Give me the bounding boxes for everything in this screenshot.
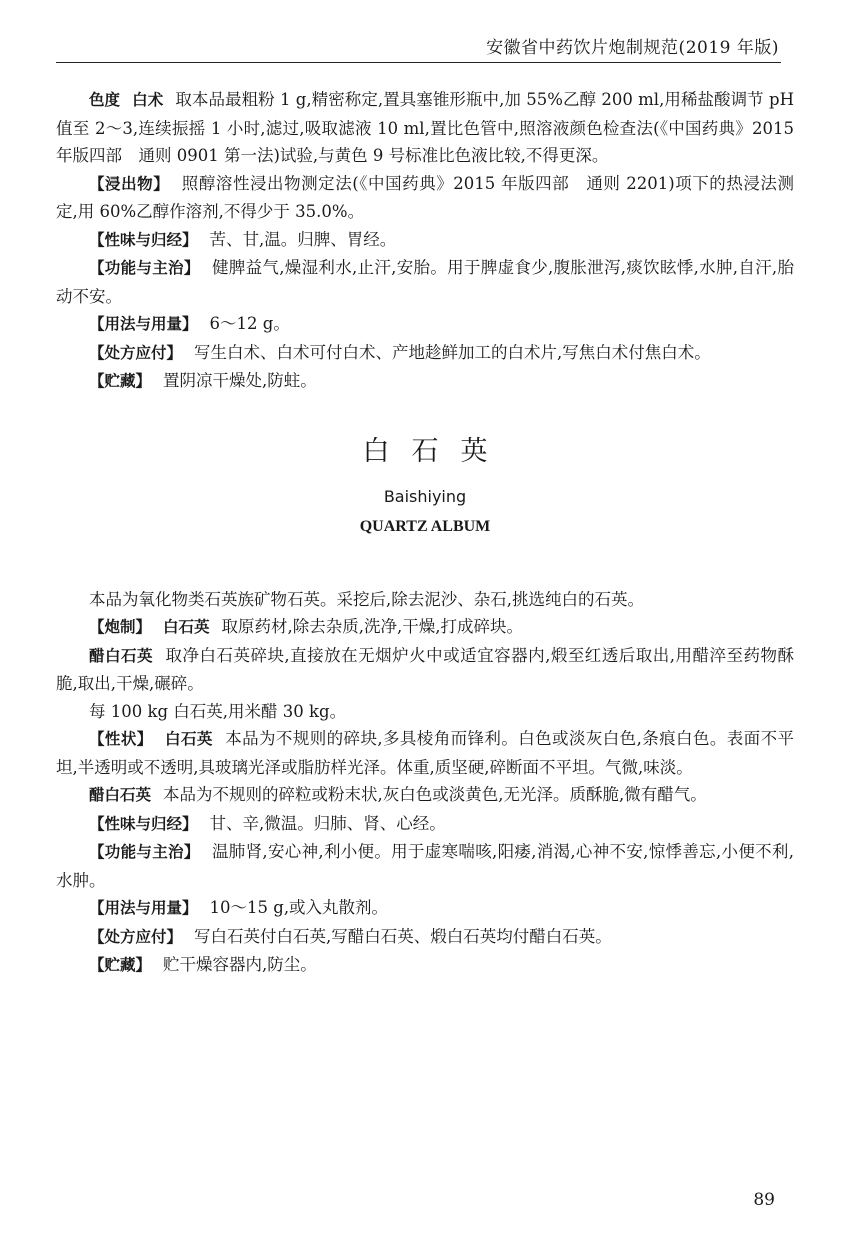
entry-pinyin: Baishiying	[383, 486, 467, 506]
nature2-label: 【性味与归经】	[89, 814, 198, 833]
entry-title: 白石英	[362, 435, 510, 467]
processing-sub-label: 白石英	[163, 618, 210, 636]
character2-text: 本品为不规则的碎粒或粉末状,灰白色或淡黄色,无光泽。质酥脆,微有醋气。	[163, 785, 707, 804]
storage2-paragraph	[56, 951, 794, 980]
storage2-label: 【贮藏】	[89, 956, 152, 974]
prescription2-label: 【处方应付】	[89, 927, 183, 946]
function2-paragraph	[56, 838, 794, 894]
usage-paragraph	[56, 310, 794, 339]
character2-paragraph	[56, 781, 794, 810]
function-paragraph	[56, 254, 794, 310]
function2-label: 【功能与主治】	[89, 843, 200, 861]
color-paragraph	[56, 86, 794, 170]
color-text: 取本品最粗粉 1 g,精密称定,置具塞锥形瓶中,加 55%乙醇 200 ml,用稀盐酸调节 pH 值至 2～3,连续振摇 1 小时,滤过,吸取滤液 10 ml,置比色管中,照溶液颜色检查法(《中国药典》2015 年版四部 通则 0901 第一法)试验,与黄色 9 号标准比色液比较,不得更深。	[56, 90, 794, 165]
entry-latin-name: QUARTZ ALBUM	[359, 517, 491, 535]
function-label: 【功能与主治】	[89, 259, 200, 277]
storage-paragraph	[56, 367, 794, 396]
prescription-label: 【处方应付】	[89, 343, 183, 362]
extract-paragraph	[56, 170, 794, 226]
nature-label: 【性味与归经】	[89, 230, 198, 249]
page-number: 89	[753, 1190, 775, 1210]
extract-label: 【浸出物】	[89, 174, 170, 193]
entry-body	[56, 586, 794, 980]
nature2-paragraph	[56, 810, 794, 839]
running-header	[56, 28, 781, 63]
color-sub-label: 白术	[132, 91, 164, 109]
processing-paragraph	[56, 613, 794, 642]
storage-label: 【贮藏】	[89, 372, 152, 390]
character-paragraph	[56, 725, 794, 781]
storage-text: 置阴凉干燥处,防蛀。	[163, 371, 317, 390]
character-sub-label: 白石英	[164, 730, 213, 748]
storage2-text: 贮干燥容器内,防尘。	[163, 955, 317, 974]
prescription-paragraph	[56, 339, 794, 368]
entry-title-block	[56, 434, 794, 538]
function-text: 健脾益气,燥湿利水,止汗,安胎。用于脾虚食少,腹胀泄泻,痰饮眩悸,水肿,自汗,胎动不安。	[56, 258, 794, 306]
nature-paragraph	[56, 226, 794, 255]
processing-label: 【炮制】	[89, 618, 152, 636]
book-title: 安徽省中药饮片炮制规范(2019 年版)	[486, 38, 779, 58]
prescription-text: 写生白术、白术可付白术、产地趁鲜加工的白术片,写焦白术付焦白术。	[194, 342, 711, 362]
prescription2-text: 写白石英付白石英,写醋白石英、煅白石英均付醋白石英。	[194, 926, 612, 946]
prescription2-paragraph	[56, 923, 794, 952]
vinegar-sub-label: 醋白石英	[89, 646, 153, 665]
vinegar-processing-paragraph	[56, 642, 794, 698]
nature-text: 苦、甘,温。归脾、胃经。	[209, 229, 397, 249]
character2-sub-label: 醋白石英	[89, 786, 152, 804]
extract-text: 照醇溶性浸出物测定法(《中国药典》2015 年版四部 通则 2201)项下的热浸法测定,用 60%乙醇作溶剂,不得少于 35.0%。	[56, 173, 794, 221]
ratio-paragraph: 每 100 kg 白石英,用米醋 30 kg。	[89, 701, 347, 721]
character-text: 本品为不规则的碎块,多具棱角而锋利。白色或淡灰白色,条痕白色。表面不平坦,半透明或不透明,具玻璃光泽或脂肪样光泽。体重,质坚硬,碎断面不平坦。气微,味淡。	[56, 729, 794, 777]
color-label: 色度	[89, 91, 121, 109]
usage2-text: 10～15 g,或入丸散剂。	[209, 898, 389, 917]
usage-label: 【用法与用量】	[89, 315, 198, 333]
usage2-paragraph	[56, 894, 794, 923]
usage2-label: 【用法与用量】	[89, 899, 198, 917]
character-label: 【性状】	[89, 730, 153, 748]
function2-text: 温肺肾,安心神,利小便。用于虚寒喘咳,阳痿,消渴,心神不安,惊悸善忘,小便不利,水肿。	[56, 842, 794, 890]
usage-text: 6～12 g。	[209, 314, 290, 333]
intro-paragraph: 本品为氧化物类石英族矿物石英。采挖后,除去泥沙、杂石,挑选纯白的石英。	[89, 589, 644, 609]
vinegar-text: 取净白石英碎块,直接放在无烟炉火中或适宜容器内,煅至红透后取出,用醋淬至药物酥脆,取出,干燥,碾碎。	[56, 645, 794, 693]
processing-text: 取原药材,除去杂质,洗净,干燥,打成碎块。	[221, 617, 524, 636]
nature2-text: 甘、辛,微温。归肺、肾、心经。	[209, 813, 446, 833]
page-content	[56, 86, 794, 980]
